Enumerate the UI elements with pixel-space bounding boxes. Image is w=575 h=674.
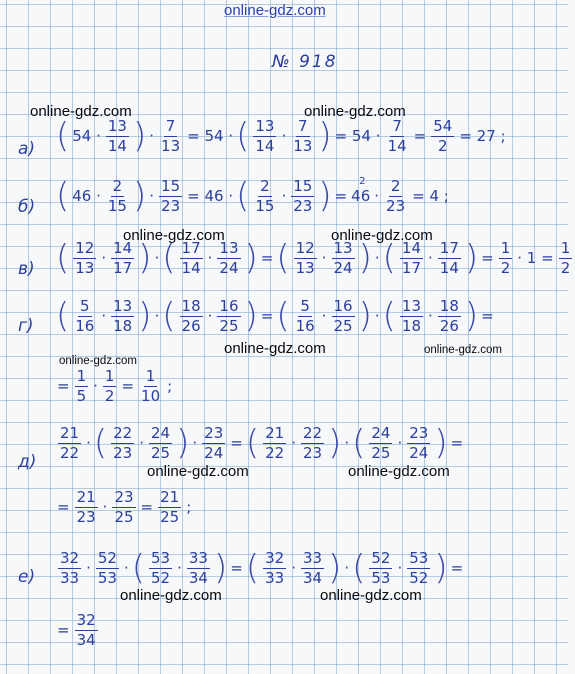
- denominator: 17: [401, 258, 421, 277]
- denominator: 18: [401, 316, 421, 335]
- denominator: 25: [371, 443, 391, 462]
- watermark: online-gdz.com: [120, 587, 222, 604]
- fraction: [435, 240, 464, 276]
- problem-title: № 918: [272, 52, 338, 72]
- fraction: [55, 550, 84, 586]
- numerator: 1: [560, 239, 571, 257]
- watermark: online-gdz.com: [348, 463, 450, 480]
- numerator: 13: [113, 297, 133, 315]
- dot: ·: [321, 249, 327, 267]
- label-b: б): [18, 197, 36, 217]
- equation-g-line2: [55, 368, 174, 404]
- numerator: 7: [392, 117, 402, 135]
- fraction: [199, 425, 228, 461]
- denominator: 23: [293, 196, 313, 215]
- paren-open: (: [236, 176, 250, 216]
- watermark: online-gdz.com: [320, 587, 422, 604]
- dot: ·: [102, 498, 108, 516]
- denominator: 22: [60, 443, 80, 462]
- dot: ·: [101, 307, 107, 325]
- fraction: [250, 178, 279, 214]
- denominator: 17: [113, 258, 133, 277]
- denominator: 14: [181, 258, 201, 277]
- numerator: 18: [181, 297, 201, 315]
- fraction: [404, 425, 433, 461]
- numerator: 24: [371, 424, 391, 442]
- paren-close: ): [464, 296, 479, 336]
- dot: ·: [86, 559, 91, 577]
- paren-open: (: [276, 296, 290, 336]
- equals: =: [260, 249, 274, 267]
- term: =: [334, 187, 348, 205]
- label-a: а): [18, 139, 36, 159]
- fraction: [146, 425, 175, 461]
- fraction: [381, 178, 410, 214]
- fraction: [397, 240, 426, 276]
- fraction: [288, 178, 317, 214]
- paren-close: ): [358, 238, 372, 278]
- denominator: 13: [75, 258, 95, 277]
- denominator: 18: [113, 316, 133, 335]
- denominator: 25: [151, 443, 171, 462]
- dot: ·: [321, 307, 327, 325]
- denominator: 53: [371, 568, 391, 587]
- term: = 46 ·: [187, 187, 234, 205]
- equals: =: [57, 498, 70, 516]
- denominator: 26: [439, 316, 459, 335]
- fraction: [250, 118, 279, 154]
- result: = 4 ;: [412, 187, 449, 205]
- term: 54 ·: [72, 127, 101, 145]
- numerator: 13: [219, 239, 239, 257]
- numerator: 22: [302, 424, 323, 442]
- term: ·: [149, 187, 155, 205]
- denominator: 16: [295, 316, 315, 335]
- numerator: 32: [60, 549, 80, 567]
- numerator: 2: [390, 177, 401, 195]
- watermark: online-gdz.com: [147, 463, 249, 480]
- fraction: [329, 240, 358, 276]
- numerator: 2: [112, 177, 123, 195]
- fraction: [108, 298, 137, 334]
- numerator: 5: [80, 297, 90, 315]
- label-v: в): [18, 259, 35, 279]
- watermark-top: online-gdz.com: [224, 2, 326, 19]
- fraction: [366, 550, 395, 586]
- fraction: [108, 425, 137, 461]
- denominator: 24: [409, 443, 429, 462]
- numerator: 15: [293, 177, 313, 195]
- numerator: 22: [113, 424, 133, 442]
- fraction: [146, 550, 175, 586]
- paren-open: (: [56, 116, 70, 156]
- denominator: 53: [97, 568, 117, 587]
- term: ·: [374, 187, 380, 205]
- numerator: 13: [107, 117, 127, 135]
- semicolon: ;: [186, 498, 192, 516]
- denominator: 2: [104, 386, 115, 405]
- denominator: 34: [188, 568, 208, 587]
- term: ·: [149, 127, 155, 145]
- paren-open: (: [56, 238, 70, 278]
- denominator: 22: [265, 443, 285, 462]
- numerator: 7: [165, 117, 176, 135]
- denominator: 52: [151, 568, 171, 587]
- fraction: [291, 240, 320, 276]
- numerator: 14: [401, 239, 421, 257]
- fraction: [177, 240, 206, 276]
- term: = 54 ·: [334, 127, 381, 145]
- fraction: [291, 298, 320, 334]
- watermark: online-gdz.com: [224, 340, 326, 357]
- fraction: [260, 550, 289, 586]
- fraction: [103, 118, 132, 154]
- numerator: 33: [302, 549, 323, 567]
- dot: ·: [177, 559, 182, 577]
- numerator: 12: [295, 239, 315, 257]
- fraction: [435, 298, 464, 334]
- paren-open: (: [245, 423, 260, 463]
- denominator: 23: [76, 507, 96, 526]
- fraction: [288, 118, 317, 154]
- fraction: [72, 612, 101, 648]
- numerator: 13: [333, 239, 353, 257]
- numerator: 33: [188, 549, 208, 567]
- dot: ·: [192, 434, 198, 452]
- term: ·: [281, 127, 287, 145]
- paren-open: (: [352, 423, 366, 463]
- denominator: 23: [161, 196, 181, 215]
- term: = 54 ·: [187, 127, 234, 145]
- denominator: 23: [386, 196, 406, 215]
- fraction: [214, 240, 243, 276]
- paren-close: ): [328, 548, 342, 588]
- watermark: online-gdz.com: [424, 344, 502, 356]
- denominator: 2: [560, 258, 571, 277]
- dot: ·: [86, 434, 91, 452]
- denominator: 33: [265, 568, 285, 587]
- paren-open: (: [276, 238, 290, 278]
- fraction: [298, 550, 327, 586]
- equals: =: [57, 377, 70, 395]
- fraction: [383, 118, 412, 154]
- dot: ·: [397, 434, 403, 452]
- paren-open: (: [352, 548, 366, 588]
- denominator: 10: [141, 386, 161, 405]
- denominator: 14: [107, 136, 127, 155]
- equals: =: [481, 307, 494, 325]
- watermark: online-gdz.com: [123, 227, 225, 244]
- fraction: [214, 298, 243, 334]
- dot: ·: [101, 249, 107, 267]
- equals: =: [481, 249, 494, 267]
- fraction: [397, 298, 426, 334]
- denominator: 52: [409, 568, 429, 587]
- fraction: [70, 298, 99, 334]
- fraction: [93, 550, 122, 586]
- paren-close: ): [464, 238, 479, 278]
- fraction: [136, 368, 165, 404]
- label-e: е): [18, 567, 36, 587]
- watermark: online-gdz.com: [304, 103, 406, 120]
- dot: ·: [93, 377, 98, 395]
- equals: =: [230, 559, 243, 577]
- fraction: [184, 550, 213, 586]
- paren-close: ): [318, 176, 332, 216]
- watermark: online-gdz.com: [30, 103, 132, 120]
- equation-d-line2: [55, 489, 193, 525]
- paren-close: ): [244, 238, 258, 278]
- numerator: 52: [97, 549, 117, 567]
- numerator: 13: [255, 117, 275, 135]
- numerator: 1: [500, 239, 511, 257]
- denominator: 25: [160, 507, 180, 526]
- dot: ·: [154, 307, 160, 325]
- numerator: 52: [371, 549, 391, 567]
- paren-open: (: [162, 296, 176, 336]
- equals: =: [57, 621, 70, 639]
- dot: ·: [374, 249, 380, 267]
- dot: ·: [344, 434, 350, 452]
- equation-e-line2: [55, 612, 101, 648]
- paren-open: (: [245, 548, 260, 588]
- numerator: 7: [298, 117, 308, 135]
- fraction: [155, 489, 184, 525]
- paren-close: ): [358, 296, 372, 336]
- fraction: [366, 425, 395, 461]
- denominator: 23: [113, 443, 133, 462]
- paren-open: (: [162, 238, 176, 278]
- watermark: online-gdz.com: [331, 227, 433, 244]
- denominator: 5: [76, 386, 87, 405]
- fraction: [428, 118, 457, 154]
- fraction: [556, 240, 575, 276]
- numerator: 17: [181, 239, 201, 257]
- denominator: 34: [302, 568, 323, 587]
- paren-close: ): [213, 548, 228, 588]
- dot: ·: [207, 249, 213, 267]
- numerator: 12: [75, 239, 95, 257]
- numerator: 1: [76, 367, 87, 385]
- dot: ·: [344, 559, 350, 577]
- dot: ·: [428, 307, 433, 325]
- fraction: [103, 178, 132, 214]
- numerator: 23: [114, 488, 134, 506]
- fraction: [70, 240, 99, 276]
- fraction: [72, 368, 92, 404]
- equation-d-line1: [55, 425, 465, 461]
- fraction: [100, 368, 120, 404]
- numerator: 2: [260, 177, 270, 195]
- dot: ·: [123, 559, 129, 577]
- paren-close: ): [434, 548, 448, 588]
- term: =: [413, 127, 427, 145]
- denominator: 25: [114, 507, 134, 526]
- numerator: 21: [265, 424, 285, 442]
- numerator: 53: [151, 549, 171, 567]
- denominator: 14: [255, 136, 275, 155]
- numerator: 17: [439, 239, 459, 257]
- term: ·: [281, 187, 287, 205]
- denominator: 24: [204, 443, 224, 462]
- numerator: 1: [104, 367, 115, 385]
- paren-open: (: [56, 176, 70, 216]
- denominator: 24: [333, 258, 353, 277]
- paren-open: (: [382, 238, 396, 278]
- semicolon: ;: [167, 377, 173, 395]
- fraction: [72, 489, 101, 525]
- fraction: [156, 118, 185, 154]
- denominator: 25: [333, 316, 353, 335]
- fraction: [496, 240, 516, 276]
- numerator: 24: [151, 424, 171, 442]
- paren-open: (: [236, 116, 250, 156]
- numerator: 18: [439, 297, 459, 315]
- equals: =: [140, 498, 154, 516]
- denominator: 14: [439, 258, 459, 277]
- cancelled-term: 46 2: [351, 176, 371, 205]
- equation-a: [55, 118, 508, 154]
- fraction: [329, 298, 358, 334]
- fraction: [109, 489, 138, 525]
- paren-close: ): [138, 238, 152, 278]
- numerator: 23: [409, 424, 429, 442]
- label-g: г): [18, 316, 34, 336]
- numerator: 15: [161, 177, 181, 195]
- numerator: 54: [433, 117, 453, 135]
- term: · 1 =: [517, 249, 554, 267]
- dot: ·: [139, 434, 145, 452]
- equation-b: [55, 178, 451, 214]
- paren-close: ): [176, 423, 190, 463]
- denominator: 13: [161, 136, 181, 155]
- dot: ·: [291, 434, 296, 452]
- numerator: 21: [76, 488, 96, 506]
- denominator: 34: [76, 630, 96, 649]
- term: 46 ·: [72, 187, 101, 205]
- dot: ·: [291, 559, 296, 577]
- numerator: 53: [409, 549, 429, 567]
- numerator: 5: [300, 297, 310, 315]
- fraction: [156, 178, 185, 214]
- fraction: [177, 298, 206, 334]
- equation-e-line1: [55, 550, 465, 586]
- numerator: 14: [113, 239, 133, 257]
- denominator: 2: [500, 258, 511, 277]
- paren-close: ): [132, 116, 147, 156]
- denominator: 16: [75, 316, 95, 335]
- paren-close: ): [138, 296, 152, 336]
- numerator: 1: [145, 367, 156, 385]
- denominator: 26: [181, 316, 201, 335]
- numerator: 32: [265, 549, 285, 567]
- paren-open: (: [382, 296, 396, 336]
- paren-close: ): [318, 116, 332, 156]
- numerator: 16: [333, 297, 353, 315]
- dot: ·: [154, 249, 160, 267]
- equals: =: [230, 434, 243, 452]
- denominator: 13: [293, 136, 313, 155]
- denominator: 25: [219, 316, 239, 335]
- fraction: [108, 240, 137, 276]
- numerator: 21: [160, 488, 180, 506]
- fraction: [404, 550, 433, 586]
- numerator: 23: [204, 424, 224, 442]
- paren-close: ): [132, 176, 147, 216]
- paren-open: (: [56, 296, 70, 336]
- denominator: 23: [302, 443, 323, 462]
- equals: =: [260, 307, 274, 325]
- dot: ·: [207, 307, 213, 325]
- denominator: 14: [387, 136, 407, 155]
- paren-open: (: [93, 423, 108, 463]
- denominator: 15: [107, 196, 127, 215]
- dot: ·: [397, 559, 403, 577]
- denominator: 2: [438, 136, 448, 155]
- equals: =: [121, 377, 135, 395]
- paren-close: ): [244, 296, 258, 336]
- numerator: 21: [60, 424, 80, 442]
- superscript: 2: [359, 176, 366, 187]
- label-d: д): [18, 452, 37, 472]
- denominator: 13: [295, 258, 315, 277]
- denominator: 24: [219, 258, 239, 277]
- denominator: 33: [60, 568, 80, 587]
- numerator: 13: [401, 297, 421, 315]
- paren-close: ): [328, 423, 342, 463]
- fraction: [260, 425, 289, 461]
- numerator: 32: [76, 611, 96, 629]
- paren-open: (: [131, 548, 146, 588]
- watermark: online-gdz.com: [59, 355, 137, 367]
- paren-close: ): [434, 423, 448, 463]
- dot: ·: [374, 307, 380, 325]
- fraction: [55, 425, 84, 461]
- equation-v: [55, 240, 575, 276]
- denominator: 15: [255, 196, 275, 215]
- dot: ·: [428, 249, 433, 267]
- equals: =: [450, 434, 464, 452]
- fraction: [298, 425, 327, 461]
- equation-g-line1: [55, 298, 496, 334]
- numerator: 16: [219, 297, 239, 315]
- equals: =: [450, 559, 464, 577]
- result: = 27 ;: [459, 127, 506, 145]
